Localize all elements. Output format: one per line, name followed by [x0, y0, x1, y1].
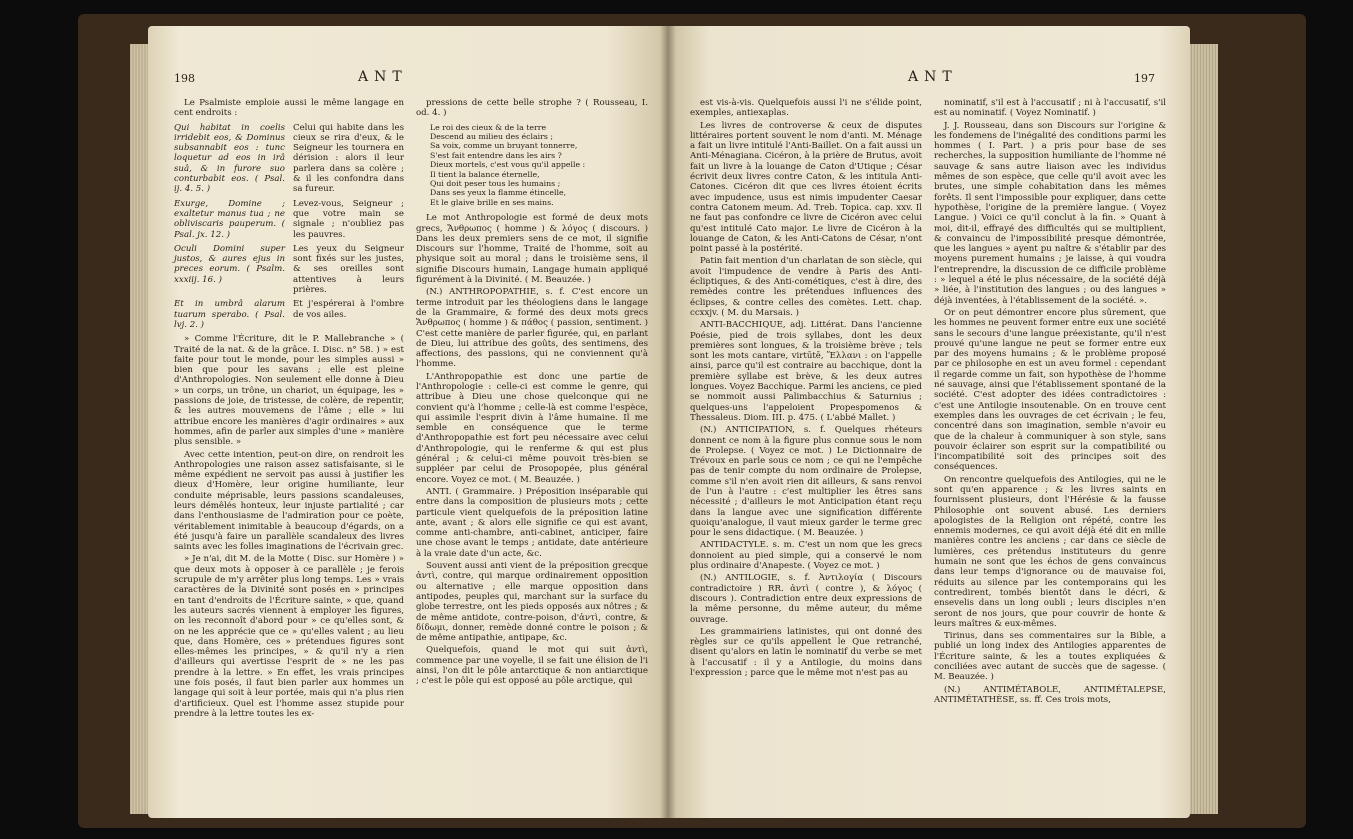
left-running-head: ANT [358, 69, 408, 85]
entry-antidactyle: ANTIDACTYLE. s. m. C'est un nom que les grecs donnoient au pied simple, qui a conservé le nom plus ordinaire d'Anapeste. ( Voyez ce mot. ) [690, 540, 922, 572]
psalm-verse [174, 123, 404, 195]
left-column-1 [174, 98, 404, 721]
latin-verse: Oculi Domini super justos, & aures ejus in preces eorum. ( Psalm. xxxiij. 16. ) [174, 243, 285, 285]
paragraph: Les livres de controverse & ceux de disputes littéraires portent souvent le nom d'anti. M. Ménage a fait un livre intitulé l'Anti-Baillet. On a fait aussi un Anti-Ménagiana. Cicéron, à la prière de Brutus, avoit fait un livre à la louange de Caton d'Utique ; César écrivit deux livres contre Caton, & les intitula Anti-Catones. Cicéron dit que ces livres étoient écrits avec impudence, usus est nimis impudenter Caesar contra Catonem meum. Ad. Treb. Topica. cap. xxv. Il ne faut pas confondre ce livre de Cicéron avec celui qu'est intitulé Cato major. Le livre de Cicéron à la louange de Caton, & les Anti-Catons de César, n'ont point passé à la postérité. [690, 120, 922, 255]
entry-anti: ANTI. ( Grammaire. ) Préposition inséparable qui entre dans la composition de plusieurs mots ; cette particule vient quelquefois de la préposition latine ante, avant ; & alors elle signifie ce qui est avant, comme anti-chambre, anti-cabinet, anticiper, faire une chose avant le temps ; antidate, date antérieure à la vraie date d'un acte, &c. [416, 486, 648, 559]
paragraph: » Comme l'Écriture, dit le P. Mallebranche » ( Traité de la nat. & de la grâce. I. Disc. n° 58. ) » est faite pour tout le monde, pour les simples aussi » bien que pour les savans ; elle est pleine d'Anthropologies. Non seulement elle donne à Dieu » un corps, un trône, un chariot, un équipage, les » passions de joie, de tristesse, de colère, de repentir, & les autres mouvemens de l'âme ; elle » lui attribue encore les manières d'agir ordinaires » aux hommes, afin de parler aux simples d'une » manière plus sensible. » [174, 334, 404, 448]
poem-line: Sa voix, comme un bruyant tonnerre, [430, 141, 578, 151]
paragraph: » Je n'ai, dit M. de la Motte ( Disc. sur Homère ) » que deux mots à opposer à ce parallèle ; je ferois scrupule de m'y arrêter plus long temps. Les » vrais caractères de la Divinité sont posés en » principes en tant d'endroits de l'Écriture sainte, » que, quand les auteurs sacrés viennent à employer les figures, on les reconnoît d'abord pour » ce qu'elles sont, & on ne les apprécie que ce » qu'elles valent ; au lieu que, dans Homère, ces » prétendues figures sont elles-mêmes les principes, » & qu'il n'y a rien d'ailleurs qui avertisse l'esprit de » ne les pas prendre à la lettre. » En effet, les vrais principes une fois posés, il faut bien parler aux hommes un langage qui soit à leur portée, mais qui n'a plus rien d'artificieux. Quel est l'homme assez stupide pour prendre à la lettre toutes les ex- [174, 554, 404, 719]
left-page-number: 198 [174, 72, 195, 85]
paragraph: J. J. Rousseau, dans son Discours sur l'origine & les fondemens de l'inégalité des conditions parmi les hommes ( I. Part. ) a pris pour base de ses recherches, la supposition humiliante de l'homme né sauvage & sans autre liaison avec les individus mêmes de son espèce, que celle qu'il avoit avec les brutes, une simple cohabitation dans les mêmes forêts. Il sent l'impossible pour expliquer, dans cette hypothèse, l'origine de la première langue. ( Voyez Langue. ) Voici ce qu'il conclut à la fin. » Quant à moi, dit-il, effrayé des difficultés qui se multiplient, & convaincu de l'impossibilité presque démontrée, que les langues » ayent pu naître & s'établir par des moyens purement humains ; je laisse, à qui voudra l'entreprendre, la discussion de ce difficile problème : » lequel a été le plus nécessaire, de la société déjà » liée, à l'institution des langues ; ou des langues » déjà inventées, à l'établissement de la société. ». [934, 120, 1166, 306]
paragraph: Le Psalmiste emploie aussi le même langage en cent endroits : [174, 98, 404, 119]
paragraph: L'Anthropopathie est donc une partie de l'Anthropologie : celle-ci est comme le genre, qui attribue à Dieu une chose quelconque qui ne convient qu'à l'homme ; celle-là est comme l'espèce, qui assimile l'esprit divin à l'âme humaine. Il me semble en conséquence que le terme d'Anthropopathie est fort peu nécessaire avec celui d'Anthropologie, qui le renferme & qui est plus général ; & celui-ci même pouvoit très-bien se suppléer par celui de Prosopopée, plus général encore. Voyez ce mot. ( M. Beauzée. ) [416, 371, 648, 485]
poem-line: Et le glaive brille en ses mains. [430, 197, 554, 207]
paragraph: Les grammairiens latinistes, qui ont donné des règles sur ce qu'ils appellent le Que retranché, disent qu'alors en latin le nominatif du verbe se met à l'accusatif : il y a Antilogie, du moins dans l'expression ; parce que le même mot n'est pas au [690, 626, 922, 679]
strophe [430, 123, 648, 208]
psalm-verse [174, 199, 404, 240]
paragraph: Quelquefois, quand le mot qui suit ἀντὶ, commence par une voyelle, il se fait une élision de l'i ainsi, l'on dit le pôle antarctique & non antiarctique ; c'est le pôle qui est opposé au pôle arctique, qui [416, 645, 648, 687]
entry-anticipation: (N.) ANTICIPATION, s. f. Quelques rhéteurs donnent ce nom à la figure plus connue sous le nom de Prolepse. ( Voyez ce mot. ) Le Dictionnaire de Trévoux en parle sous ce nom ; ce qui ne l'empêche pas de tenir compte du nom ordinaire de Prolepse, comme s'il n'en avoit rien dit ailleurs, & sans renvoi de l'un à l'autre : c'est multiplier les êtres sans nécessité ; d'ailleurs le mot Anticipation étant reçu dans la langue avec une signification différente quoiqu'analogue, il vaut mieux garder le terme grec pour le sens didactique. ( M. Beauzée. ) [690, 425, 922, 539]
paragraph: Tirinus, dans ses commentaires sur la Bible, a publié un long index des Antilogies apparentes de l'Écriture sainte, & les a toutes expliquées & conciliées avec autant de succès que de sagesse. ( M. Beauzée. ) [934, 631, 1166, 683]
paragraph: pressions de cette belle strophe ? ( Rousseau, I. od. 4. ) [416, 98, 648, 119]
right-page [668, 26, 1190, 818]
latin-verse: Exurge, Domine ; exaltetur manus tua ; ne obliviscaris pauperum. ( Psal. jx. 12. ) [174, 198, 285, 240]
entry-anthropopathie: (N.) ANTHROPOPATHIE, s. f. C'est encore un terme introduit par les théologiens dans le langage de la Grammaire, & formé des deux mots grecs Ἄνθρωπος ( homme ) & πάθος ( passion, sentiment. ) C'est cette manière de parler figurée, qui, en parlant de Dieu, lui attribue des goûts, des sentimens, des affections, des passions, qui ne conviennent qu'à l'homme. [416, 287, 648, 370]
left-page [148, 26, 668, 818]
paragraph: Souvent aussi anti vient de la préposition grecque ἀντὶ, contre, qui marque ordinairement opposition ou alternative ; elle marque opposition dans antipodes, peuples qui, marchant sur la surface du globe terrestre, ont les pieds opposés aux nôtres ; & de même antidote, contre-poison, d'ἀντὶ, contre, & δίδωμι, donner, remède donné contre le poison ; & de même antipathie, antipape, &c. [416, 561, 648, 644]
entry-antilogie: (N.) ANTILOGIE, s. f. Ἀντιλογία ( Discours contradictoire ) RR. ἀντὶ ( contre ), & λόγος ( discours ). Contradiction entre deux expressions de la même personne, du même auteur, du même ouvrage. [690, 573, 922, 625]
right-running-head: ANT [908, 69, 958, 85]
poem-line: Il tient la balance éternelle, [430, 169, 540, 179]
paragraph: est vis-à-vis. Quelquefois aussi l'i ne s'élide point, exemples, antiexaplas. [690, 98, 922, 119]
latin-verse: Qui habitat in coelis irridebit eos, & Dominus subsannabit eos : tunc loquetur ad eos in irâ suâ, & in furore suo conturbabit eos. ( Psal. ij. 4. 5. ) [174, 122, 285, 195]
french-verse: Celui qui habite dans les cieux se rira d'eux, & le Seigneur les tournera en dérision : alors il leur parlera dans sa colère ; & il les confondra dans sa fureur. [293, 122, 404, 195]
paragraph: nominatif, s'il est à l'accusatif ; ni à l'accusatif, s'il est au nominatif. ( Voyez Nominatif. ) [934, 98, 1166, 119]
paragraph: Le mot Anthropologie est formé de deux mots grecs, Ἄνθρωπος ( homme ) & λόγος ( discours. ) Dans les deux premiers sens de ce mot, il signifie Discours sur l'homme, Traité de l'homme, soit au physique soit au moral ; dans le troisième sens, il signifie Discours humain, Langage humain appliqué figurément à la Divinité. ( M. Beauzée. ) [416, 213, 648, 286]
paragraph: Or on peut démontrer encore plus sûrement, que les hommes ne peuvent former entre eux une société sans le secours d'une langue préexistante, qu'il n'est prouvé qu'une langue ne peut se former entre eux par des moyens humains ; & le problème proposé par ce philosophe en est un aveu formel : cependant il regarde comme un fait, son hypothèse de l'homme né sauvage, ainsi que l'établissement spontané de la société. C'est adopter des idées contradictoires : c'est une Antilogie insoutenable. On en trouve cent exemples dans les ouvrages de cet écrivain ; le feu, concentré dans son imagination, semble n'avoir eu que de la chaleur à communiquer à son style, sans pouvoir éclairer son esprit sur la compatibilité ou l'incompatibilité soit des principes soit des conséquences. [934, 307, 1166, 473]
right-page-edges [1188, 44, 1218, 814]
poem-line: Le roi des cieux & de la terre [430, 122, 547, 132]
right-page-number: 197 [1134, 72, 1155, 85]
poem-line: S'est fait entendre dans les airs ? [430, 150, 562, 160]
french-verse: Les yeux du Seigneur sont fixés sur les justes, & ses oreilles sont attentives à leurs prières. [293, 243, 404, 296]
paragraph: Patin fait mention d'un charlatan de son siècle, qui avoit l'impudence de vendre à Paris des Anti-écliptiques, & des Anti-cométiques, c'est à dire, des remèdes contre les prétendues influences des éclipses, & contre celles des comètes. Lett. chap. ccxxjv. ( M. du Marsais. ) [690, 256, 922, 318]
poem-line: Qui doit peser tous les humains ; [430, 179, 561, 189]
psalm-verse [174, 244, 404, 295]
poem-line: Descend au milieu des éclairs ; [430, 132, 554, 141]
french-verse: Levez-vous, Seigneur ; que votre main se signale ; n'oubliez pas les pauvres. [293, 198, 404, 240]
latin-verse: Et in umbrâ alarum tuarum sperabo. ( Psal. lvj. 2. ) [174, 299, 285, 330]
left-column-2 [416, 98, 648, 689]
psalm-verse [174, 299, 404, 330]
poem-line: Dans ses yeux la flamme étincelle, [430, 188, 567, 198]
french-verse: Et j'espérerai à l'ombre de vos ailes. [293, 299, 404, 320]
entry-antimetabole: (N.) ANTIMÉTABOLE, ANTIMÉTALEPSE, ANTIMÉTATHÈSE, ss. ff. Ces trois mots, [934, 684, 1166, 705]
paragraph: Avec cette intention, peut-on dire, on rendroit les Anthropologies une raison assez satisfaisante, si le même expédient ne servoit pas aussi à justifier les dieux d'Homère, leur origine humiliante, leur conduite méprisable, leurs passions scandaleuses, leurs démêlés honteux, leur injuste partialité ; car dans l'enthousiasme de l'admiration pour ce poète, véritablement inimitable à beaucoup d'égards, on a été jusqu'à faire un parallèle scandaleux des livres saints avec les folles imaginations de l'écrivain grec. [174, 449, 404, 553]
left-page-edges [130, 44, 150, 814]
right-column-2 [934, 98, 1166, 707]
paragraph: On rencontre quelquefois des Antilogies, qui ne le sont qu'en apparence ; & les livres saints en fournissent plusieurs, dont l'Hérésie & la fausse Philosophie ont souvent abusé. Les derniers apologistes de la Religion ont répété, contre les ennemis modernes, ce qui avoit déjà été dit en mille manières contre les anciens ; car dans ce siècle de lumières, ces prétendus instituteurs du genre humain ne sont que les échos de gens convaincus dans leur temps d'ignorance ou de mauvaise foi, réduits au silence par les contemporains qui les contredirent, tombés bientôt dans le décri, & ensevelis dans un long oubli ; leurs disciples n'en seront de nos jours, que pour couvrir de honte & leurs maîtres & eux-mêmes. [934, 474, 1166, 629]
entry-anti-bacchique: ANTI-BACCHIQUE, adj. Littérat. Dans l'ancienne Poésie, pied de trois syllabes, dont les deux premières sont longues, & la troisième brève ; tels sont les mots cantare, virtūtē, Ἕλλανι : on l'appelle ainsi, parce qu'il est contraire au bacchique, dont la première syllabe est brève, & les deux autres longues. Voyez Bacchique. Parmi les anciens, ce pied se nommoit aussi Palimbacchius & Saturnius ; quelques-uns l'appeloient Propespomenos & Thessaleus. Diom. III. p. 475. ( L'abbé Mallet. ) [690, 320, 922, 423]
poem-line: Dieux mortels, c'est vous qu'il appelle : [430, 160, 586, 170]
right-column-1 [690, 98, 922, 680]
book-gutter [660, 26, 676, 818]
